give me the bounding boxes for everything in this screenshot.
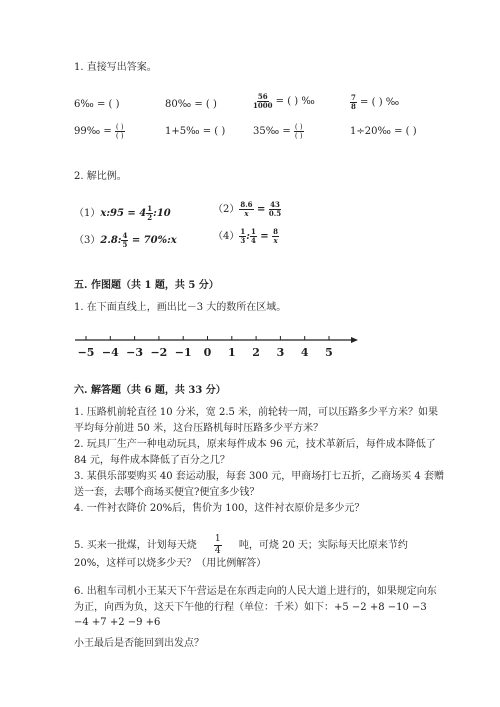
tick-label: −1 (174, 346, 192, 359)
tick-label: 1 (227, 346, 236, 359)
fraction-numerator: 43 (270, 200, 280, 209)
proportion-4-label: （4） (213, 231, 240, 242)
fraction-denominator: x (273, 236, 278, 245)
answer-item-4-rest: = ( ) ‰ (356, 97, 400, 108)
fraction-numerator: 4 (122, 231, 128, 240)
question-1: 1. 压路机前轮直径 10 分米，宽 2.5 米，前轮转一周，可以压路多少平方米？如果平均每分前进 50 米，这台压路机每时压路多少平方米？ (74, 407, 439, 434)
answer-item-8: 1÷20‰ = ( ) (350, 126, 417, 137)
tick-label: −5 (77, 346, 95, 359)
tick-label: −3 (126, 346, 144, 359)
fraction-numerator: 56 (257, 92, 268, 101)
fraction-denominator: 5 (122, 240, 128, 249)
section2-heading: 2. 解比例。 (74, 171, 127, 182)
colon: : (246, 231, 250, 242)
number-line-arrow-icon (351, 337, 358, 343)
fraction-denominator: 3 (240, 236, 246, 245)
fraction-numerator: 1 (214, 534, 221, 544)
blank-numerator: ( ) (294, 123, 303, 131)
fraction-denominator: 4 (214, 546, 221, 556)
proportion-3-label: （3） (74, 235, 101, 246)
fraction-numerator: 8 (273, 227, 279, 236)
fraction-numerator: 1 (240, 227, 246, 236)
proportion-1-right: :10 (153, 208, 171, 219)
fraction-denominator: 4 (250, 236, 256, 245)
answer-item-1: 6‰ = ( ) (74, 99, 120, 110)
question-5-line2: 20%，这样可以烧多少天？（用比例解答） (74, 558, 267, 569)
answer-item-2: 80‰ = ( ) (165, 99, 217, 110)
fraction-denominator: 8 (351, 102, 356, 111)
question-5-line1 (74, 534, 408, 557)
tick-label: 2 (252, 346, 260, 359)
tick-label: 0 (203, 346, 212, 359)
tick-label: 5 (325, 346, 333, 359)
fraction-numerator: 8.6 (240, 200, 253, 209)
answer-item-3-rest: = ( ) ‰ (272, 96, 315, 107)
fraction-numerator: 1 (250, 227, 256, 236)
section6-heading: 六. 解答题（共 6 题，共 33 分） (74, 385, 226, 396)
blank-denominator: ( ) (294, 132, 303, 140)
fraction-numerator: 7 (351, 93, 356, 102)
question-5-text-b: 吨，可烧 20 天；实际每天比原来节约 (238, 540, 408, 551)
fraction-denominator: 1000 (253, 101, 273, 110)
proportion-1-left: x:95 = 4 (100, 208, 147, 219)
section5-heading: 五. 作图题（共 1 题，共 5 分） (74, 280, 219, 291)
question-6-last: 小王最后是否能回到出发点？ (74, 638, 204, 649)
question-6: 6. 出租车司机小王某天下午营运是在东西走向的人民大道上进行的，如果规定向东为正，向西为负，这天下午他的行程（单位：千米）如下：+5 −2 +8 −10 −3 −4 +7 +2 −9 +6 (74, 586, 437, 628)
fraction-denominator: 0.5 (268, 209, 282, 218)
blank-numerator: ( ) (115, 123, 124, 131)
proportion-2-label: （2） (213, 204, 240, 215)
proportion-3-left: 2.8: (100, 235, 122, 246)
question-4: 4. 一件衬衣降价 20%后，售价为 100，这件衬衣原价是多少元？ (74, 503, 365, 514)
question-3: 3. 某俱乐部要购买 40 套运动服，每套 300 元，甲商场打七五折，乙商场买 4 套赠送一套，去哪个商场买便宜?便宜多少钱？ (74, 471, 444, 498)
answer-item-5-text: 99‰ = (74, 126, 115, 137)
section1-heading: 1. 直接写出答案。 (74, 62, 157, 73)
answer-item-6: 1+5‰ = ( ) (165, 126, 226, 137)
blank-denominator: ( ) (115, 132, 124, 140)
fraction-numerator: 1 (147, 204, 153, 213)
section5-question-1: 1. 在下面直线上，画出比－3 大的数所在区域。 (74, 302, 287, 313)
equals-sign: = (256, 231, 273, 242)
answer-item-7-text: 35‰ = (253, 126, 294, 137)
fraction-denominator: 2 (147, 213, 153, 222)
equals-sign: = (253, 204, 269, 215)
fraction-denominator: x (244, 209, 249, 218)
question-2: 2. 玩具厂生产一种电动玩具，原来每件成本 96 元，技术革新后，每件成本降低了 84 元，每件成本降低了百分之几？ (74, 439, 436, 466)
tick-label: −2 (150, 346, 168, 359)
tick-label: −4 (101, 346, 119, 359)
question-5-text-a: 5. 买来一批煤，计划每天烧 (74, 540, 197, 551)
proportion-1-label: （1） (74, 208, 101, 219)
tick-label: 3 (276, 346, 285, 359)
tick-label: 4 (300, 346, 309, 359)
proportion-3-right: = 70%:x (128, 235, 177, 246)
